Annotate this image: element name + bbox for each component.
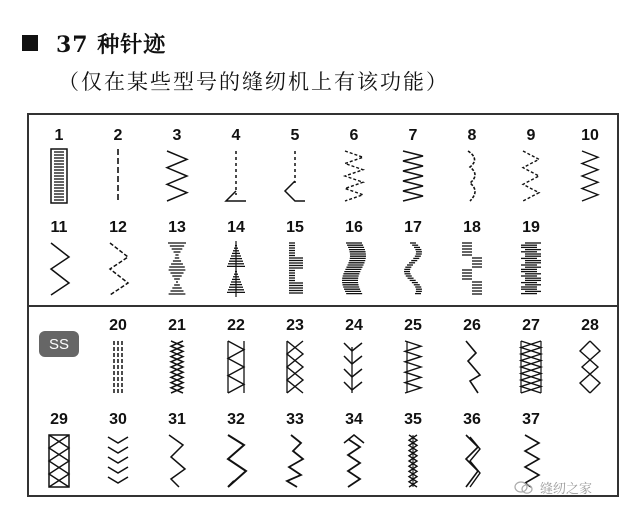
stitch-number: 11 (50, 219, 68, 236)
stitch-option-34 (326, 411, 382, 499)
stitch-option-6 (326, 127, 382, 215)
satin-column-stitch-icon (517, 239, 545, 299)
stitch-option-15 (267, 219, 323, 307)
stitch-option-14 (208, 219, 264, 307)
stitch-number: 15 (286, 219, 304, 236)
stitch-number: 20 (109, 317, 127, 334)
stitch-number: 21 (168, 317, 186, 334)
triple-straight-stitch-icon (104, 337, 132, 397)
stitch-option-13 (149, 219, 205, 307)
blind-hem-stitch-icon (222, 147, 250, 207)
stitch-option-36 (444, 411, 500, 499)
stretch-zigzag-stitch-icon (399, 147, 427, 207)
cross-line-stitch-icon (399, 431, 427, 491)
title-line (22, 26, 166, 60)
stitch-option-16 (326, 219, 382, 307)
zigzag-stitch-icon (163, 147, 191, 207)
stitch-number: 37 (522, 411, 540, 428)
wide-chevron-dashed-stitch-icon (104, 239, 132, 299)
stitch-number: 33 (286, 411, 304, 428)
stitch-option-25 (385, 317, 441, 405)
double-zigzag-stitch-icon (458, 431, 486, 491)
bar-tack-stitch-icon (45, 147, 73, 207)
stitch-option-7 (385, 127, 441, 215)
stitch-number: 31 (168, 411, 186, 428)
stitch-option-20 (90, 317, 146, 405)
stitch-panel (27, 113, 619, 497)
stitch-option-19 (503, 219, 559, 307)
watermark-text: 缝纫之家 (540, 482, 593, 497)
stitch-option-21 (149, 317, 205, 405)
stitch-number: 2 (113, 127, 123, 144)
stitch-number: 32 (227, 411, 245, 428)
stitch-option-8 (444, 127, 500, 215)
overlock-stitch-icon (399, 337, 427, 397)
stitch-number: 6 (349, 127, 359, 144)
honeycomb-stitch-icon (281, 337, 309, 397)
stitch-number: 23 (286, 317, 304, 334)
feather-stitch-icon (340, 337, 368, 397)
scallop-stitch-icon (458, 147, 486, 207)
stitch-option-32 (208, 411, 264, 499)
tree-stitch-stitch-icon (340, 431, 368, 491)
stitch-option-26 (444, 317, 500, 405)
blind-hem-stretch-stitch-icon (281, 147, 309, 207)
stitch-option-18 (444, 219, 500, 307)
stitch-option-28 (562, 317, 618, 405)
stitch-number: 27 (522, 317, 540, 334)
stitch-option-29 (31, 411, 87, 499)
diamond-chain-stitch-icon (576, 337, 604, 397)
stitch-number: 5 (290, 127, 300, 144)
stitch-number: 10 (581, 127, 599, 144)
stitch-option-27 (503, 317, 559, 405)
stitch-number: 14 (227, 219, 245, 236)
stitch-number: 19 (522, 219, 540, 236)
stitch-number: 9 (526, 127, 536, 144)
multi-zigzag-2-stitch-icon (517, 147, 545, 207)
page-title: 37 种针迹 (56, 31, 167, 58)
stitch-number: 8 (467, 127, 477, 144)
satin-diamond-stitch-icon (163, 239, 191, 299)
stitch-number: 1 (54, 127, 64, 144)
ss-badge: SS (39, 331, 79, 357)
stitch-number: 29 (50, 411, 68, 428)
box-cross-stitch-icon (45, 431, 73, 491)
stitch-number: 26 (463, 317, 481, 334)
stitch-number: 13 (168, 219, 186, 236)
stitch-number: 28 (581, 317, 599, 334)
lightning-stitch-icon (458, 337, 486, 397)
satin-zigzag-stitch-icon (399, 239, 427, 299)
stitch-option-23 (267, 317, 323, 405)
stitch-number: 17 (404, 219, 422, 236)
stitch-number: 30 (109, 411, 127, 428)
satin-triangles-stitch-icon (222, 239, 250, 299)
cross-stitch-stitch-icon (517, 337, 545, 397)
arrow-chevron-stitch-icon (104, 431, 132, 491)
stitch-option-11 (31, 219, 87, 307)
multi-zigzag-stitch-icon (340, 147, 368, 207)
stitch-option-10 (562, 127, 618, 215)
title-block (22, 26, 166, 60)
wide-chevron-stitch-icon (45, 239, 73, 299)
stitch-option-5 (267, 127, 323, 215)
stitch-number: 18 (463, 219, 481, 236)
knot-stitch-stitch-icon (281, 431, 309, 491)
satin-blocks-stitch-icon (458, 239, 486, 299)
chat-bubbles-icon (514, 481, 534, 495)
stitch-number: 16 (345, 219, 363, 236)
stitch-option-30 (90, 411, 146, 499)
page-subtitle: （仅在某些型号的缝纫机上有该功能） (58, 70, 449, 94)
watermark (514, 478, 592, 497)
stitch-number: 36 (463, 411, 481, 428)
ladder-stitch-icon (222, 337, 250, 397)
stitch-number: 25 (404, 317, 422, 334)
stitch-option-24 (326, 317, 382, 405)
stitch-option-22 (208, 317, 264, 405)
stitch-number: 3 (172, 127, 182, 144)
rickrack-stitch-icon (163, 337, 191, 397)
stitch-number: 12 (109, 219, 127, 236)
stitch-number: 4 (231, 127, 241, 144)
stitch-number: 34 (345, 411, 363, 428)
stitch-option-3 (149, 127, 205, 215)
stitch-number: 7 (408, 127, 418, 144)
stitch-option-33 (267, 411, 323, 499)
serpentine-stitch-icon (576, 147, 604, 207)
stitch-option-12 (90, 219, 146, 307)
satin-steps-stitch-icon (281, 239, 309, 299)
satin-wave-stitch-icon (340, 239, 368, 299)
stitch-option-17 (385, 219, 441, 307)
stitch-option-2 (90, 127, 146, 215)
stitch-option-4 (208, 127, 264, 215)
stitch-number: 22 (227, 317, 245, 334)
stitch-number: 35 (404, 411, 422, 428)
stitch-number: 24 (345, 317, 363, 334)
stitch-option-9 (503, 127, 559, 215)
stitch-option-35 (385, 411, 441, 499)
straight-dashed-stitch-icon (104, 147, 132, 207)
angle-zigzag-stitch-icon (163, 431, 191, 491)
stitch-option-31 (149, 411, 205, 499)
stitch-option-1 (31, 127, 87, 215)
bullet-square-icon (22, 35, 38, 51)
heavy-zigzag-stitch-icon (222, 431, 250, 491)
